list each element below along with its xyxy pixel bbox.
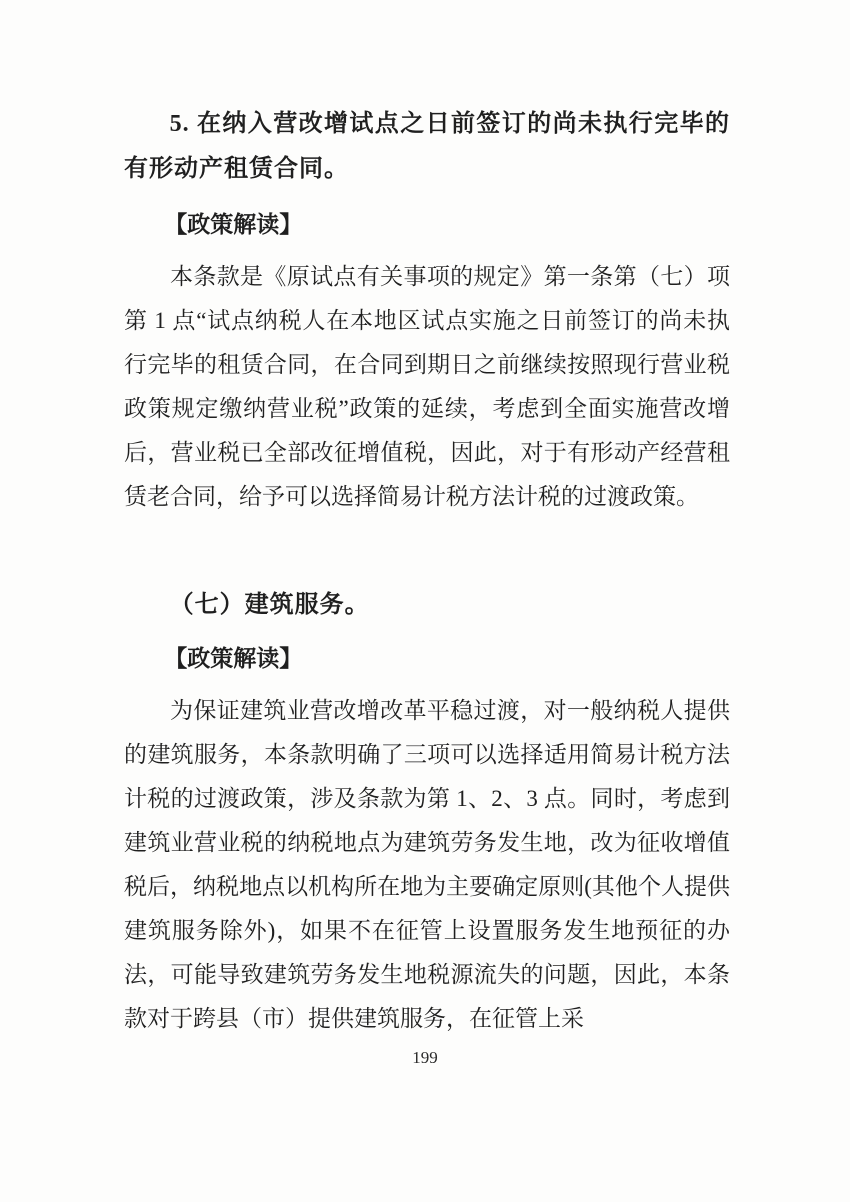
page-content	[124, 102, 730, 1041]
item-heading-5: 5. 在纳入营改增试点之日前签订的尚未执行完毕的有形动产租赁合同。	[124, 111, 730, 182]
policy-reading-label-2: 【政策解读】	[164, 646, 303, 671]
page-number: 199	[412, 1048, 438, 1067]
section-heading-7: （七）建筑服务。	[169, 592, 370, 618]
policy-paragraph-2: 为保证建筑业营改增改革平稳过渡，对一般纳税人提供的建筑服务，本条款明确了三项可以选择适用简易计税方法计税的过渡政策，涉及条款为第 1、2、3 点。同时，考虑到建筑业营业税的纳税地点为建筑劳务发生地，改为征收增值税后，纳税地点以机构所在地为主要确定原则(其他个人提供建筑服务除外)，如果不在征管上设置服务发生地预征的办法，可能导致建筑劳务发生地税源流失的问题，因此，本条款对于跨县（市）提供建筑服务，在征管上采	[124, 698, 730, 1031]
policy-paragraph-1: 本条款是《原试点有关事项的规定》第一条第（七）项第 1 点“试点纳税人在本地区试点实施之日前签订的尚未执行完毕的租赁合同，在合同到期日之前继续按照现行营业税政策规定缴纳营业税”政策的延续，考虑到全面实施营改增后，营业税已全部改征增值税，因此，对于有形动产经营租赁老合同，给予可以选择简易计税方法计税的过渡政策。	[124, 264, 730, 509]
policy-reading-label-1: 【政策解读】	[164, 212, 303, 237]
